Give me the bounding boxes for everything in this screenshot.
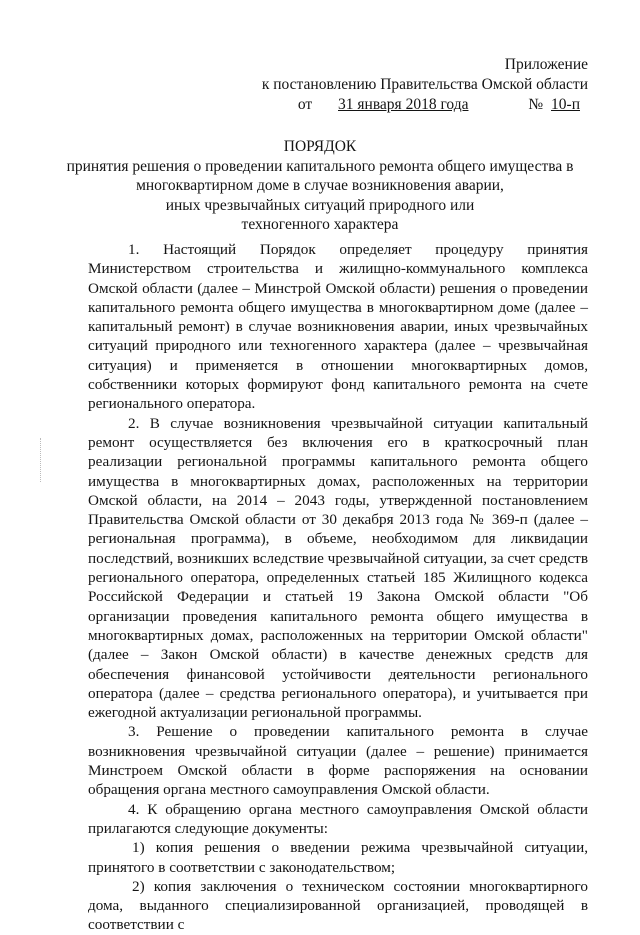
paragraph-1: 1. Настоящий Порядок определяет процедуру принятия Министерством строительства и жилищно-коммунального комплекса Омской области (далее – Минстрой Омской области) решения о проведении капитального ремонта общего имущества в многоквартирном доме (далее – капитальный ремонт) в случае возникновения аварии, иных чрезвычайных ситуаций природного или техногенного характера (далее – чрезвычайная ситуация) и применяется в отношении многоквартирных домов, собственники которых формируют фонд капитального ремонта на счете регионального оператора. <box>88 241 588 413</box>
date-number-line <box>298 95 592 114</box>
appendix-label: Приложение <box>504 56 588 73</box>
title-heading: ПОРЯДОК <box>283 138 357 155</box>
resolution-date: 31 января 2018 года <box>338 96 469 113</box>
title-line-2: многоквартирном доме в случае возникновения аварии, <box>136 177 504 194</box>
document-title <box>0 137 640 235</box>
document-body <box>88 240 588 935</box>
title-line-3: иных чрезвычайных ситуаций природного или <box>165 196 475 214</box>
paragraph-3: 3. Решение о проведении капитального ремонта в случае возникновения чрезвычайной ситуации (далее – решение) принимается Минстроем Омской области в форме распоряжения на основании обращения органа местного самоуправления Омской области. <box>88 723 588 799</box>
paragraph-4: 4. К обращению органа местного самоуправления Омской области прилагаются следующие документы: <box>88 800 588 837</box>
list-item-1: 1) копия решения о введении режима чрезвычайной ситуации, принятого в соответствии с законодательством; <box>88 839 588 876</box>
scan-margin-mark <box>40 438 42 482</box>
paragraph-2: 2. В случае возникновения чрезвычайной ситуации капитальный ремонт осуществляется без включения его в краткосрочный план реализации региональной программы капитального ремонта общего имущества в многоквартирных домах, расположенных на территории Омской области, на 2014 – 2043 годы, утвержденной постановлением Правительства Омской области от 30 декабря 2013 года № 369-п (далее – региональная программа), в объеме, необходимом для ликвидации последствий, возникших вследствие чрезвычайной ситуации, за счет средств регионального оператора, определенных статьей 185 Жилищного кодекса Российской Федерации и статьей 19 Закона Омской области "Об организации проведения капитального ремонта общего имущества в многоквартирных домах, расположенных на территории Омской области" (далее – Закон Омской области) в качестве денежных средств для обеспечения финансовой устойчивости деятельности регионального оператора (далее – средства регионального оператора), и учитывается при ежегодной актуализации региональной программы. <box>88 414 588 722</box>
list-item-2: 2) копия заключения о техническом состоянии многоквартирного дома, выданного специализированной организацией, проводящей в соответствии с <box>88 877 588 934</box>
resolution-number: 10-п <box>551 96 580 113</box>
title-line-4: техногенного характера <box>241 216 399 233</box>
resolution-reference: к постановлению Правительства Омской области <box>261 76 588 93</box>
number-label: № <box>528 96 544 113</box>
title-line-1: принятия решения о проведении капитального ремонта общего имущества в <box>66 157 574 175</box>
from-label: от <box>297 96 313 113</box>
